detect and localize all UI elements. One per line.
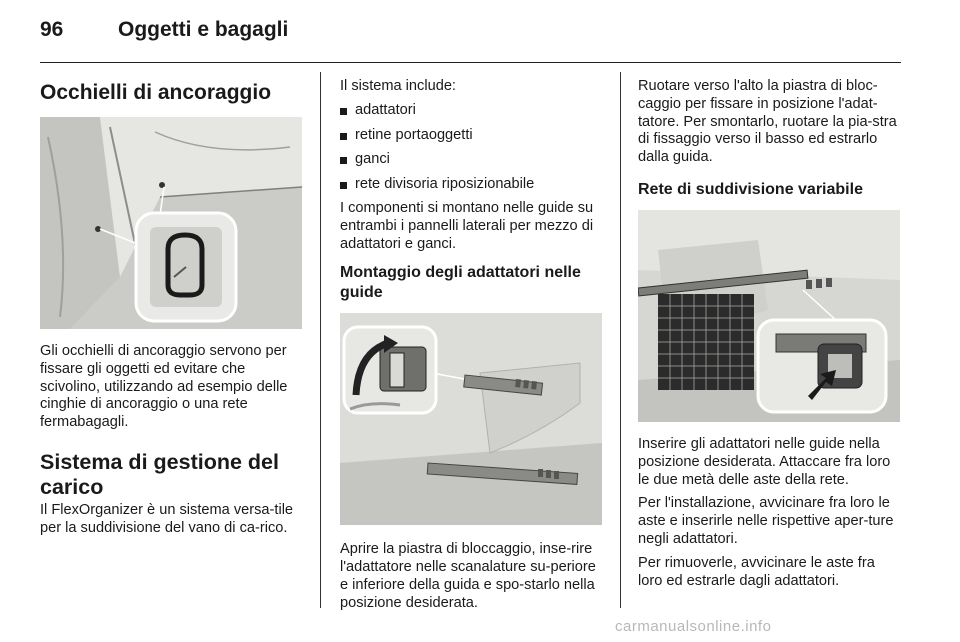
column-left (40, 74, 306, 538)
anchor-eye-illustration (40, 117, 302, 329)
watermark: carmanualsonline.info (615, 618, 772, 635)
adapter-drawing (340, 313, 602, 525)
bullet-icon (340, 182, 347, 189)
bullet-icon (340, 108, 347, 115)
component-list (340, 102, 606, 194)
list-item-label: retine portaoggetti (355, 126, 473, 143)
anchor-eye-description: Gli occhielli di ancoraggio servono per fissare gli oggetti ed evitare che scivolino, utilizzando ad esempio delle cinghie di ancoraggio o una rete fermabagagli. (40, 343, 288, 431)
page-number: 96 (40, 18, 64, 41)
section-heading-cargo (40, 450, 306, 500)
adapter-mounting-illustration (340, 313, 602, 525)
system-intro: Il sistema include: (340, 78, 456, 94)
bullet-icon (340, 133, 347, 140)
adapter-caption: Aprire la piastra di bloccaggio, inse-rire l'adattatore nelle scanalature su-periore e inferiore della guida e spo-starlo nella posizione desiderata. (340, 541, 596, 611)
column-middle (340, 74, 606, 613)
header-rule (40, 62, 901, 63)
net-instruction-3: Per rimuoverle, avvicinare le aste fra loro ed estrarle dagli adattatori. (638, 554, 875, 589)
subheading-net: Rete di suddivisione variabile (638, 180, 863, 198)
column-right (638, 74, 902, 590)
flexorganizer-description: Il FlexOrganizer è un sistema versa-tile per la suddivisione del vano di ca-rico. (40, 501, 294, 536)
list-item (340, 102, 606, 120)
list-item (340, 127, 606, 145)
section-heading: Occhielli di ancoraggio (40, 81, 272, 104)
list-item-label: adattatori (355, 101, 416, 118)
list-item (340, 151, 606, 169)
list-item-label: rete divisoria riposizionabile (355, 176, 535, 193)
column-divider (320, 72, 321, 608)
bullet-icon (340, 157, 347, 164)
column-divider (620, 72, 621, 608)
net-drawing (638, 210, 900, 422)
net-instruction-2: Per l'installazione, avvicinare fra loro le aste e inserirle nelle rispettive aper-ture negli adattatori. (638, 495, 894, 547)
mounting-description: I componenti si montano nelle guide su entrambi i pannelli laterali per mezzo di adattatori e ganci. (340, 199, 594, 252)
subheading-adapters: Montaggio degli adattatori nelle guide (340, 264, 581, 302)
page-header (40, 14, 900, 58)
net-instruction-1: Inserire gli adattatori nelle guide nella posizione desiderata. Attaccare fra loro le due metà delle aste della rete. (638, 435, 891, 488)
list-item-label: ganci (355, 151, 390, 168)
anchor-eye-drawing (40, 117, 302, 329)
net-divider-illustration (638, 210, 900, 422)
locking-plate-description: Ruotare verso l'alto la piastra di bloc-caggio per fissare in posizione l'adat-tatore. Per smontarlo, ruotare la pia-stra di fissaggio verso il basso ed estrarlo dalla guida. (638, 78, 897, 166)
list-item (340, 176, 606, 194)
section-heading-line: carico (40, 474, 104, 499)
section-heading-line: Sistema di gestione del (40, 449, 279, 474)
running-title: Oggetti e bagagli (118, 18, 289, 41)
